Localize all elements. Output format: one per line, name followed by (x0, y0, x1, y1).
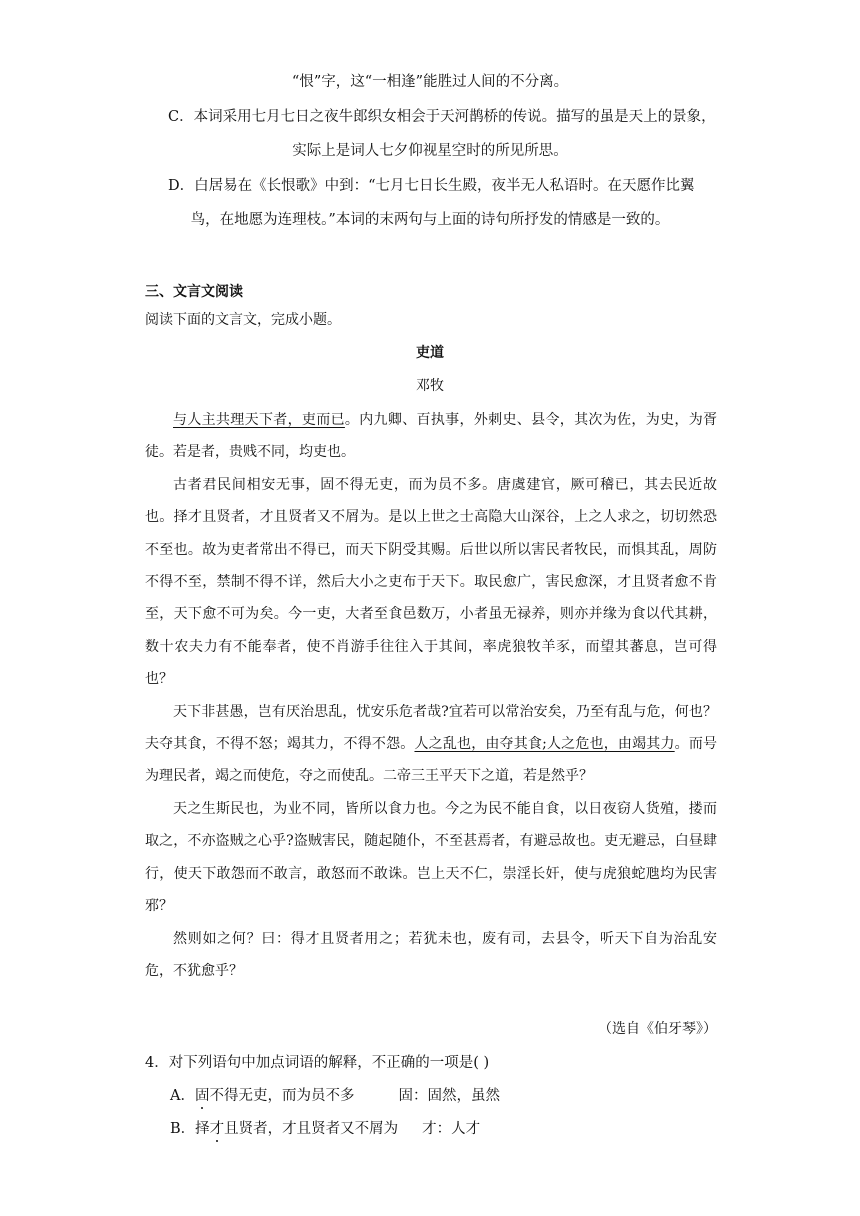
passage-source: （选自《伯牙琴》） (598, 1021, 717, 1037)
paragraph-4: 天之生斯民也，为业不同，皆所以食力也。今之为民不能自食，以日夜窃人货殖，搂而取之，不亦盗贼之心乎?盗贼害民，随起随仆，不至甚焉者，有避忌故也。吏无避忌，白昼肆行，使天下敢怨而不敢言，敢怒而不敢诛。岂上天不仁，崇淫长奸，使与虎狼蛇虺均为民害邪？ (145, 800, 717, 915)
passage-title: 吏道 (416, 345, 444, 361)
underlined-sentence: 人之乱也，由夺其食;人之危也，由竭其力 (414, 736, 675, 753)
underlined-sentence: 与人主共理天下者，吏而已 (173, 412, 345, 428)
question-4-option-a: A．固不得无吏，而为员不多 固：固然，虽然 (170, 1088, 500, 1104)
option-c-line1: C．本词采用七月七日之夜牛郎织女相会于天河鹊桥的传说。描写的虽是天上的景象， (168, 109, 716, 125)
option-d-line2: 鸟，在地愿为连理枝。”本词的末两句与上面的诗句所抒发的情感是一致的。 (190, 212, 670, 228)
option-c-line2: 实际上是词人七夕仰视星空时的所见所思。 (292, 143, 568, 159)
dotted-char: 固 (194, 1088, 210, 1104)
paragraph-2: 古者君民间相安无事，固不得无吏，而为员不多。唐虞建官，厥可稽已，其去民近故也。择才且贤者，才且贤者又不屑为。是以上世之士高隐大山深谷，上之人求之，切切然恐不至也。故为吏者常出不得已，而天下阴受其赐。后世以所以害民者牧民，而惧其乱，周防不得不至，禁制不得不详，然后大小之吏布于天下。取民愈广，害民愈深，才且贤者愈不肯至，天下愈不可为矣。今一吏，大者至食邑数万，小者虽无禄养，则亦并缘为食以代其耕，数十农夫力有不能奉者，使不肖游手往往入于其间，率虎狼牧羊豕，而望其蕃息，岂可得也？ (145, 476, 717, 688)
passage-body (145, 404, 717, 987)
section-heading: 三、文言文阅读 (145, 284, 243, 300)
option-b-continuation: “恨”字，这“一相逢”能胜过人间的不分离。 (291, 74, 569, 90)
question-4-stem: 4．对下列语句中加点词语的解释，不正确的一项是( ) (145, 1055, 490, 1071)
paragraph-5: 然则如之何？曰：得才且贤者用之；若犹未也，废有司，去县令，听天下自为治乱安危，不犹愈乎？ (145, 930, 717, 979)
paragraph-1: 与人主共理天下者，吏而已。内九卿、百执事，外刺史、县令，其次为佐，为史，为胥徒。若是者，贵贱不同，均吏也。 (145, 412, 718, 461)
option-d-line1: D．白居易在《长恨歌》中到：“七月七日长生殿，夜半无人私语时。在天愿作比翼 (168, 178, 695, 194)
question-4-option-b: B．择才且贤者，才且贤者又不屑为 才：人才 (170, 1121, 481, 1137)
section-instruction: 阅读下面的文言文，完成小题。 (145, 312, 341, 328)
dotted-char: 才 (209, 1121, 225, 1137)
passage-author: 邓牧 (416, 378, 444, 394)
paragraph-3: 天下非甚愚，岂有厌治思乱，忧安乐危者哉?宜若可以常治安矣，乃至有乱与危，何也？夫夺其食，不得不怒；竭其力，不得不怨。人之乱也，由夺其食;人之危也，由竭其力。而号为理民者，竭之而使危，夺之而使乱。二帝三王平天下之道，若是然乎？ (145, 703, 718, 785)
